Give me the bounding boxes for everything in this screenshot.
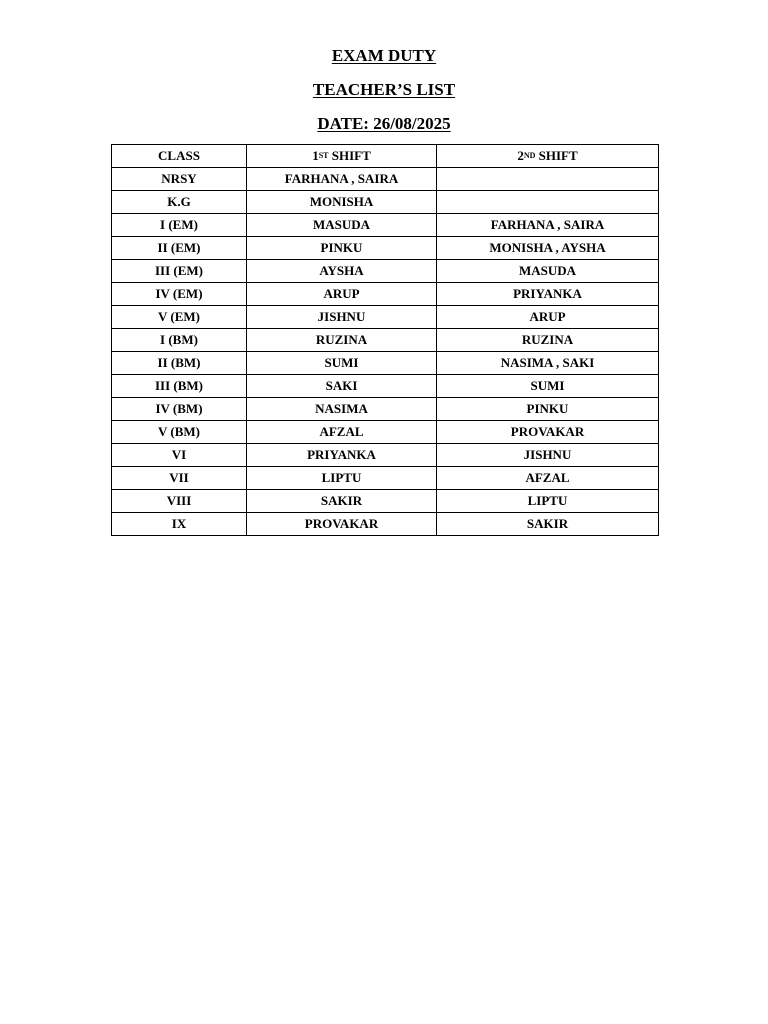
header-second-label: SHIFT bbox=[535, 148, 578, 163]
class-cell: V (EM) bbox=[112, 306, 247, 329]
table-row bbox=[112, 306, 659, 329]
second-shift-cell: AFZAL bbox=[437, 467, 659, 490]
first-shift-cell: MONISHA bbox=[247, 191, 437, 214]
first-shift-cell: LIPTU bbox=[247, 467, 437, 490]
header-first-number: 1 bbox=[312, 148, 319, 163]
first-shift-cell: ARUP bbox=[247, 283, 437, 306]
document-title: EXAM DUTY bbox=[331, 46, 437, 65]
second-shift-cell: RUZINA bbox=[437, 329, 659, 352]
header-first-suffix: ST bbox=[318, 151, 329, 160]
first-shift-cell: NASIMA bbox=[247, 398, 437, 421]
second-shift-cell: SUMI bbox=[437, 375, 659, 398]
first-shift-cell: PROVAKAR bbox=[247, 513, 437, 536]
table-row bbox=[112, 214, 659, 237]
document-date: DATE: 26/08/2025 bbox=[317, 114, 451, 133]
second-shift-cell: PROVAKAR bbox=[437, 421, 659, 444]
class-cell: IX bbox=[112, 513, 247, 536]
first-shift-cell: PINKU bbox=[247, 237, 437, 260]
header-first-shift bbox=[247, 145, 437, 168]
class-cell: VIII bbox=[112, 490, 247, 513]
first-shift-cell: SUMI bbox=[247, 352, 437, 375]
first-shift-cell: SAKIR bbox=[247, 490, 437, 513]
second-shift-cell: LIPTU bbox=[437, 490, 659, 513]
first-shift-cell: RUZINA bbox=[247, 329, 437, 352]
second-shift-cell bbox=[437, 191, 659, 214]
second-shift-cell: PRIYANKA bbox=[437, 283, 659, 306]
table-row bbox=[112, 398, 659, 421]
header-class: CLASS bbox=[112, 145, 247, 168]
class-cell: V (BM) bbox=[112, 421, 247, 444]
class-cell: I (BM) bbox=[112, 329, 247, 352]
table-row bbox=[112, 283, 659, 306]
table-row bbox=[112, 490, 659, 513]
class-cell: NRSY bbox=[112, 168, 247, 191]
second-shift-cell: PINKU bbox=[437, 398, 659, 421]
class-cell: VII bbox=[112, 467, 247, 490]
table-row bbox=[112, 444, 659, 467]
first-shift-cell: SAKI bbox=[247, 375, 437, 398]
second-shift-cell: MASUDA bbox=[437, 260, 659, 283]
first-shift-cell: PRIYANKA bbox=[247, 444, 437, 467]
table-row bbox=[112, 352, 659, 375]
table-row bbox=[112, 467, 659, 490]
table-row bbox=[112, 421, 659, 444]
table-row bbox=[112, 329, 659, 352]
table-row bbox=[112, 191, 659, 214]
class-cell: IV (BM) bbox=[112, 398, 247, 421]
class-cell: VI bbox=[112, 444, 247, 467]
class-cell: III (BM) bbox=[112, 375, 247, 398]
table-row bbox=[112, 260, 659, 283]
class-cell: II (BM) bbox=[112, 352, 247, 375]
second-shift-cell: NASIMA , SAKI bbox=[437, 352, 659, 375]
header-first-label: SHIFT bbox=[328, 148, 371, 163]
second-shift-cell: JISHNU bbox=[437, 444, 659, 467]
duty-table bbox=[111, 144, 659, 536]
first-shift-cell: FARHANA , SAIRA bbox=[247, 168, 437, 191]
class-cell: K.G bbox=[112, 191, 247, 214]
class-cell: IV (EM) bbox=[112, 283, 247, 306]
header-second-suffix: ND bbox=[523, 151, 536, 160]
duty-table-body bbox=[112, 145, 659, 536]
class-cell: III (EM) bbox=[112, 260, 247, 283]
first-shift-cell: JISHNU bbox=[247, 306, 437, 329]
first-shift-cell: MASUDA bbox=[247, 214, 437, 237]
table-row bbox=[112, 168, 659, 191]
second-shift-cell: ARUP bbox=[437, 306, 659, 329]
second-shift-cell: MONISHA , AYSHA bbox=[437, 237, 659, 260]
header-second-shift bbox=[437, 145, 659, 168]
document-subtitle: TEACHER’S LIST bbox=[312, 80, 456, 99]
table-row bbox=[112, 513, 659, 536]
class-cell: I (EM) bbox=[112, 214, 247, 237]
second-shift-cell bbox=[437, 168, 659, 191]
table-row bbox=[112, 237, 659, 260]
table-row bbox=[112, 375, 659, 398]
first-shift-cell: AFZAL bbox=[247, 421, 437, 444]
class-cell: II (EM) bbox=[112, 237, 247, 260]
first-shift-cell: AYSHA bbox=[247, 260, 437, 283]
second-shift-cell: SAKIR bbox=[437, 513, 659, 536]
table-header-row bbox=[112, 145, 659, 168]
header-second-number: 2 bbox=[517, 148, 524, 163]
second-shift-cell: FARHANA , SAIRA bbox=[437, 214, 659, 237]
